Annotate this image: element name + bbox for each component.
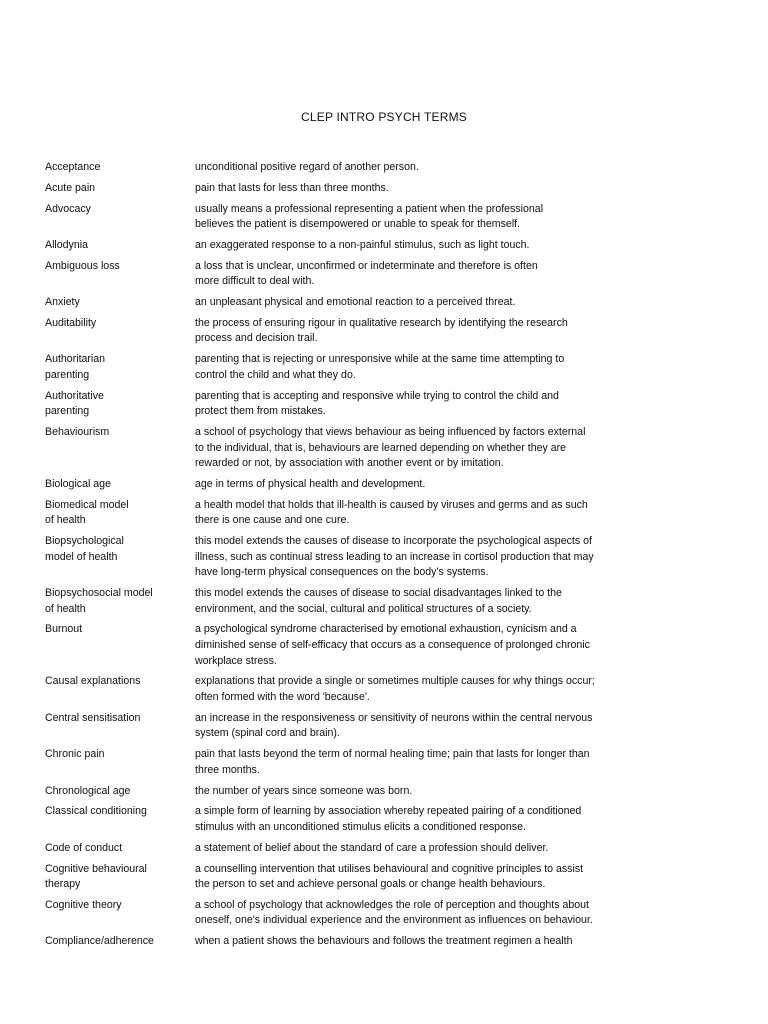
glossary-entry <box>45 498 645 529</box>
glossary-definition: age in terms of physical health and development. <box>195 477 426 490</box>
glossary-definition: this model extends the causes of disease to incorporate the psychological aspects of illness, such as continual stress leading to an increase in cortisol production that may have long-term physical consequences on the body's systems. <box>195 535 594 579</box>
glossary-entry <box>45 316 645 347</box>
glossary-term: Central sensitisation <box>45 711 141 724</box>
glossary-term: Anxiety <box>45 296 80 309</box>
glossary-term: Authoritarian parenting <box>45 353 106 381</box>
glossary-term: Burnout <box>45 623 83 636</box>
glossary-definition: a health model that holds that ill-health is caused by viruses and germs and as such there is one cause and one cure. <box>195 498 588 527</box>
glossary-definition: this model extends the causes of disease to social disadvantages linked to the environment, and the social, cultural and political structures of a society. <box>195 587 562 615</box>
glossary-entry <box>45 534 645 581</box>
glossary-definition: pain that lasts beyond the term of normal healing time; pain that lasts for longer than three months. <box>195 748 590 776</box>
glossary-term: Classical conditioning <box>45 805 147 818</box>
glossary-entry <box>45 477 645 493</box>
glossary-term: Advocacy <box>45 202 91 215</box>
glossary-term: Ambiguous loss <box>45 259 120 272</box>
glossary-term: Acceptance <box>45 161 101 173</box>
glossary-entry <box>45 841 645 857</box>
glossary-entry <box>45 747 645 778</box>
glossary-term: Cognitive theory <box>45 898 122 911</box>
glossary-entry <box>45 238 645 254</box>
glossary-definition: pain that lasts for less than three months. <box>195 181 389 194</box>
glossary-entry <box>45 784 645 800</box>
glossary-definition: a loss that is unclear, unconfirmed or indeterminate and therefore is often more difficult to deal with. <box>195 259 538 288</box>
glossary-entry <box>45 425 645 472</box>
glossary-term: Behaviourism <box>45 426 110 438</box>
glossary-definition: a school of psychology that acknowledges the role of perception and thoughts about oneself, one's individual experience and the environment as influences on behaviour. <box>195 898 593 927</box>
glossary-definition: explanations that provide a single or sometimes multiple causes for why things occur; often formed with the word 'because'. <box>195 675 595 704</box>
glossary-term: Causal explanations <box>45 675 141 688</box>
glossary-term: Biopsychosocial model of health <box>45 587 153 615</box>
glossary-entry <box>45 674 645 705</box>
glossary-term: Biomedical model of health <box>45 498 129 527</box>
glossary-entry <box>45 160 645 176</box>
glossary-entry <box>45 622 645 669</box>
glossary-term: Allodynia <box>45 238 88 251</box>
glossary-term: Acute pain <box>45 181 96 194</box>
page-title: CLEP INTRO PSYCH TERMS <box>301 110 467 124</box>
glossary-definition: usually means a professional representing a patient when the professional believes the patient is disempowered or unable to speak for themself. <box>195 202 544 231</box>
glossary-entry <box>45 586 645 617</box>
glossary-definition: an increase in the responsiveness or sensitivity of neurons within the central nervous system (spinal cord and brain). <box>195 711 593 740</box>
glossary-entry <box>45 804 645 835</box>
glossary-definition: unconditional positive regard of another person. <box>195 161 419 173</box>
glossary-definition: parenting that is accepting and responsive while trying to control the child and protect them from mistakes. <box>195 389 559 418</box>
glossary-definition: a statement of belief about the standard of care a profession should deliver. <box>195 841 549 854</box>
glossary-entry <box>45 295 645 311</box>
glossary-term: Chronic pain <box>45 748 105 761</box>
glossary-entry <box>45 711 645 742</box>
glossary-term: Chronological age <box>45 784 131 797</box>
glossary-definition: a school of psychology that views behaviour as being influenced by factors external to the individual, that is, behaviours are learned depending on whether they are rewarded or not, by association with another event or by imitation. <box>195 426 586 470</box>
glossary-entry <box>45 202 645 233</box>
glossary-definition: the process of ensuring rigour in qualitative research by identifying the research process and decision trail. <box>195 316 568 345</box>
glossary-definition: parenting that is rejecting or unresponsive while at the same time attempting to control the child and what they do. <box>195 353 565 381</box>
glossary-term: Biological age <box>45 477 111 490</box>
glossary-definition: a psychological syndrome characterised by emotional exhaustion, cynicism and a diminished sense of self-efficacy that occurs as a consequence of prolonged chronic workplace stress. <box>195 623 590 667</box>
glossary-entry <box>45 352 645 383</box>
glossary-entry <box>45 259 645 290</box>
glossary-term: Biopsychological model of health <box>45 535 124 563</box>
glossary-term: Code of conduct <box>45 841 123 854</box>
glossary-definition: the number of years since someone was born. <box>195 784 413 797</box>
glossary-definition: a counselling intervention that utilises behavioural and cognitive principles to assist the person to set and achieve personal goals or change health behaviours. <box>195 862 584 891</box>
glossary-definition: when a patient shows the behaviours and follows the treatment regimen a health <box>195 935 573 948</box>
glossary-term: Compliance/adherence <box>45 935 154 948</box>
glossary-definition: an exaggerated response to a non-painful stimulus, such as light touch. <box>195 238 530 251</box>
glossary-entry <box>45 934 645 950</box>
glossary-entry <box>45 898 645 929</box>
glossary-entry <box>45 862 645 893</box>
glossary-definition: an unpleasant physical and emotional reaction to a perceived threat. <box>195 296 516 309</box>
glossary-term: Cognitive behavioural therapy <box>45 862 147 891</box>
glossary-definition: a simple form of learning by association whereby repeated pairing of a conditioned stimulus with an unconditioned stimulus elicits a conditioned response. <box>195 805 582 833</box>
glossary-term: Auditability <box>45 316 97 329</box>
glossary-term: Authoritative parenting <box>45 389 104 418</box>
glossary-entry <box>45 181 645 197</box>
glossary-list <box>45 160 645 955</box>
glossary-entry <box>45 389 645 420</box>
